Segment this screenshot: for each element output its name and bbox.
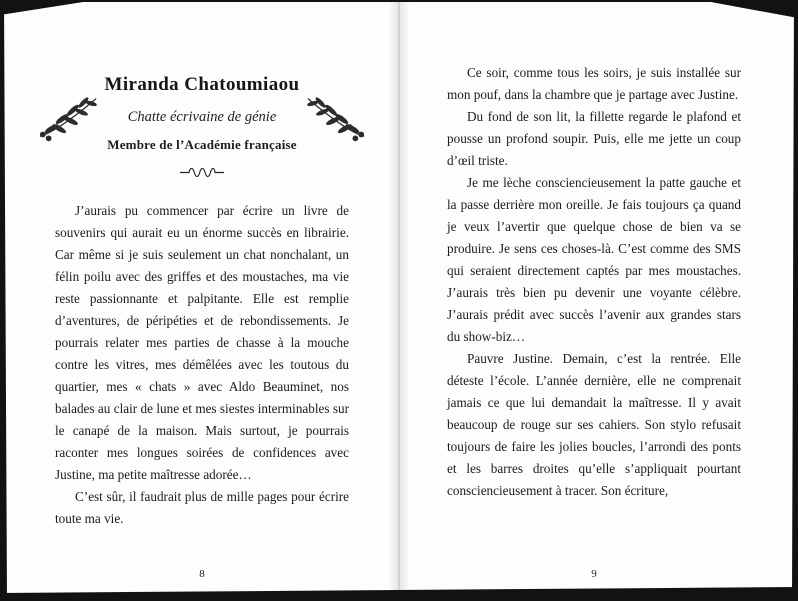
chapter-affiliation: Membre de l’Académie française bbox=[107, 137, 297, 152]
gutter-shadow bbox=[388, 2, 410, 592]
paragraph: C’est sûr, il faudrait plus de mille pages pour écrire toute ma vie. bbox=[55, 489, 349, 526]
chapter-title: Miranda Chatoumiaou bbox=[104, 74, 300, 95]
paragraph: Je me lèche consciencieusement la patte gauche et la passe derrière mon oreille. Je fais toujours ça quand je veux l’avertir que quelque chose de bien va se produire. Je sens ces choses-là. C’est comme des SMS qui seraient directement captés par mes moustaches. J’aurais très bien pu devenir une voyante célèbre. J’aurais prédit avec succès l’avenir aux grandes stars du show-biz… bbox=[447, 175, 741, 344]
page-number-right: 9 bbox=[591, 568, 597, 580]
left-page-text bbox=[55, 200, 349, 530]
chapter-subtitle: Chatte écrivaine de génie bbox=[127, 109, 277, 125]
left-page bbox=[55, 0, 349, 601]
paragraph: Ce soir, comme tous les soirs, je suis installée sur mon pouf, dans la chambre que je partage avec Justine. bbox=[447, 65, 741, 102]
page-number-left: 8 bbox=[199, 568, 205, 580]
right-page bbox=[447, 0, 741, 601]
paragraph: J’aurais pu commencer par écrire un livre de souvenirs qui aurait eu un énorme succès en librairie. Car même si je suis seulement un chat nonchalant, un félin poilu avec des griffes et des moustaches, ma vie reste passionnante et palpitante. Elle est remplie d’aventures, de péripéties et de rebondissements. Je pourrais relater mes parties de chasse à la mouche contre les vitres, mes démêlées avec les toutous du quartier, mes « chats » avec Aldo Beauminet, nos balades au clair de lune et mes siestes interminables sur le canapé de la maison. Mais surtout, je pourrais raconter mes longues soirées de confidences avec Justine, ma petite maîtresse adorée… bbox=[55, 203, 349, 482]
right-page-text bbox=[447, 62, 741, 502]
paragraph: Du fond de son lit, la fillette regarde le plafond et pousse un profond soupir. Puis, elle me jette un coup d’œil triste. bbox=[447, 109, 741, 168]
paragraph: Pauvre Justine. Demain, c’est la rentrée. Elle déteste l’école. L’année dernière, elle ne comprenait jamais ce que lui demandait la maîtresse. Il y avait beaucoup de rouge sur ses cahiers. Son stylo refusait toujours de faire les jolies boucles, l’arrondi des ponts et les barres droites qu’elle s’appliquait pourtant consciencieusement à tracer. Son écriture, bbox=[447, 351, 741, 498]
divider-ornament-icon bbox=[55, 166, 349, 184]
